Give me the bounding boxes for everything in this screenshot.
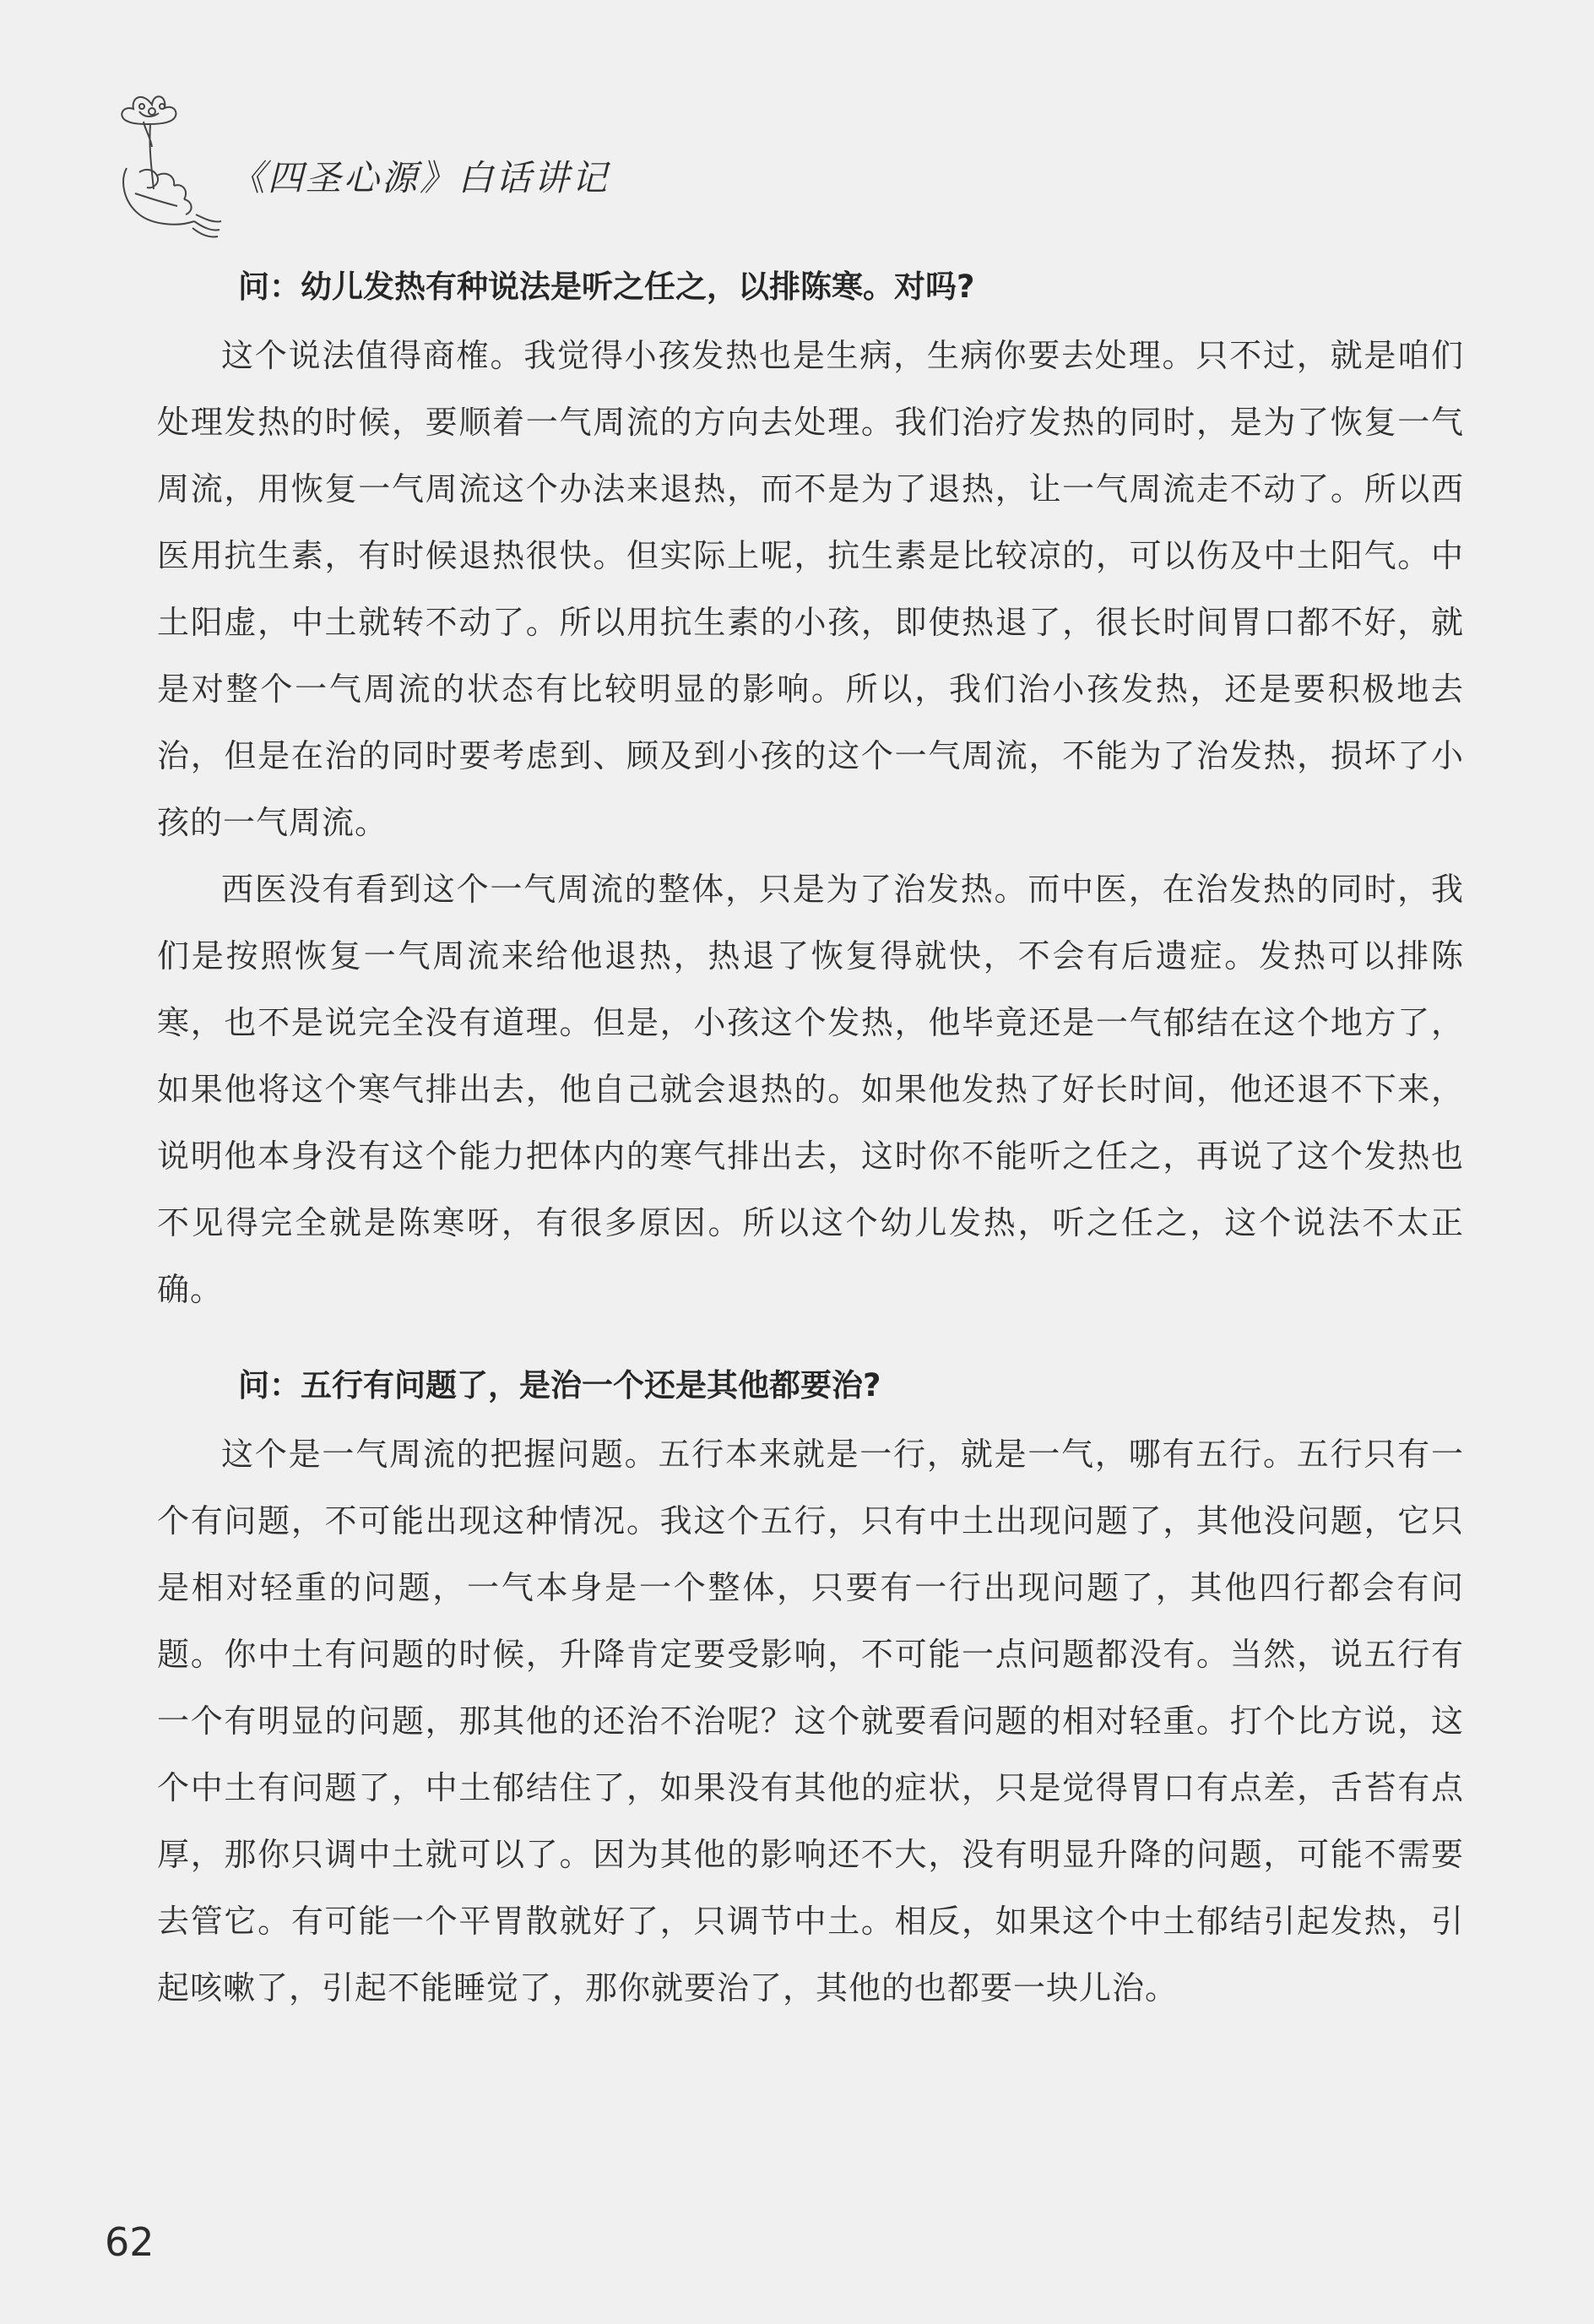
lotus-hand-icon xyxy=(101,88,236,240)
answer-paragraph: 西医没有看到这个一气周流的整体，只是为了治发热。而中医，在治发热的同时，我们是按照恢复一气周流来给他退热，热退了恢复得就快，不会有后遗症。发热可以排陈寒，也不是说完全没有道理。但是，小孩这个发热，他毕竟还是一气郁结在这个地方了，如果他将这个寒气排出去，他自己就会退热的。如果他发热了好长时间，他还退不下来，说明他本身没有这个能力把体内的寒气排出去，这时你不能听之任之，再说了这个发热也不见得完全就是陈寒呀，有很多原因。所以这个幼儿发热，听之任之，这个说法不太正确。 xyxy=(157,871,1464,1308)
main-content xyxy=(157,253,1464,2022)
question-heading: 问：五行有问题了，是治一个还是其他都要治? xyxy=(238,1367,881,1404)
book-title: 《四圣心源》白话讲记 xyxy=(230,157,610,198)
answer-paragraph: 这个是一气周流的把握问题。五行本来就是一行，就是一气，哪有五行。五行只有一个有问题，不可能出现这种情况。我这个五行，只有中土出现问题了，其他没问题，它只是相对轻重的问题，一气本身是一个整体，只要有一行出现问题了，其他四行都会有问题。你中土有问题的时候，升降肯定要受影响，不可能一点问题都没有。当然，说五行有一个有明显的问题，那其他的还治不治呢？这个就要看问题的相对轻重。打个比方说，这个中土有问题了，中土郁结住了，如果没有其他的症状，只是觉得胃口有点差，舌苔有点厚，那你只调中土就可以了。因为其他的影响还不大，没有明显升降的问题，可能不需要去管它。有可能一个平胃散就好了，只调节中土。相反，如果这个中土郁结引起发热，引起咳嗽了，引起不能睡觉了，那你就要治了，其他的也都要一块儿治。 xyxy=(157,1436,1464,2006)
section-spacer xyxy=(157,1323,1464,1352)
answer-paragraph: 这个说法值得商榷。我觉得小孩发热也是生病，生病你要去处理。只不过，就是咱们处理发热的时候，要顺着一气周流的方向去处理。我们治疗发热的同时，是为了恢复一气周流，用恢复一气周流这个办法来退热，而不是为了退热，让一气周流走不动了。所以西医用抗生素，有时候退热很快。但实际上呢，抗生素是比较凉的，可以伤及中土阳气。中土阳虚，中土就转不动了。所以用抗生素的小孩，即使热退了，很长时间胃口都不好，就是对整个一气周流的状态有比较明显的影响。所以，我们治小孩发热，还是要积极地去治，但是在治的同时要考虑到、顾及到小孩的这个一气周流，不能为了治发热，损坏了小孩的一气周流。 xyxy=(157,337,1464,841)
question-heading: 问：幼儿发热有种说法是听之任之，以排陈寒。对吗? xyxy=(238,269,975,305)
page-number: 62 xyxy=(105,2219,155,2265)
